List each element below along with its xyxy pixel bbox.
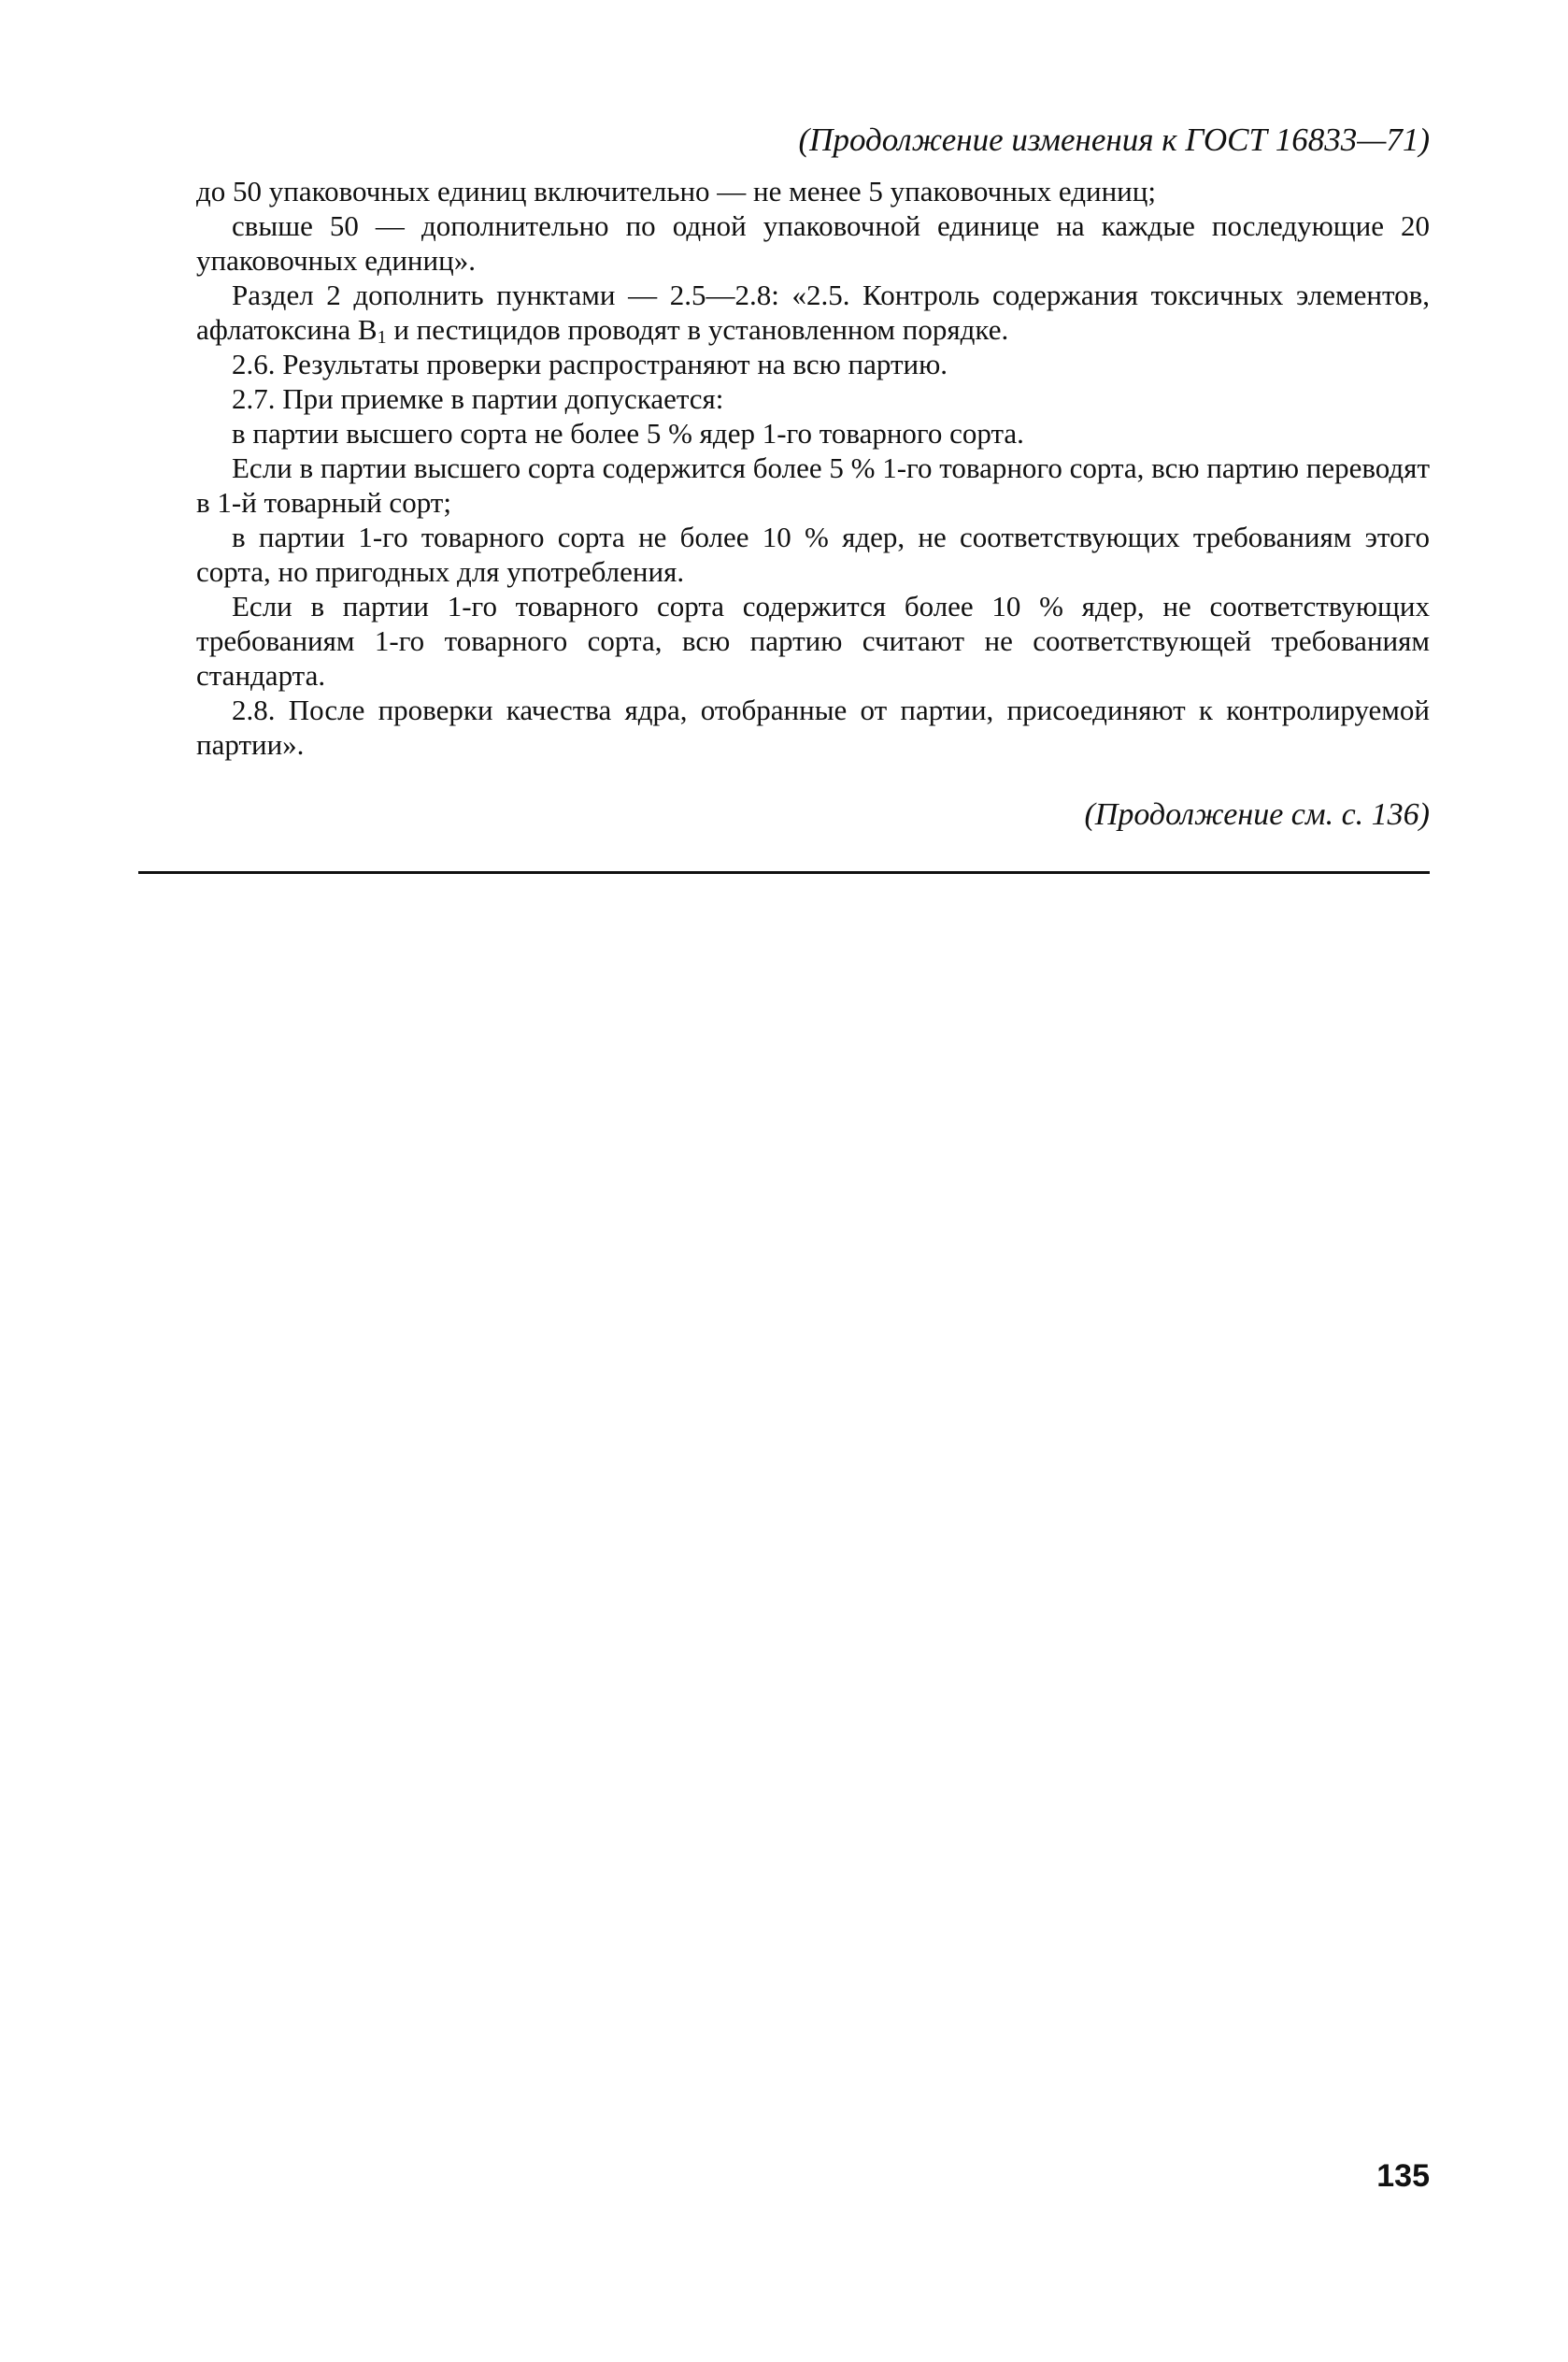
continuation-note: (Продолжение см. с. 136): [1084, 797, 1430, 832]
paragraph: [196, 278, 1430, 347]
page-number: 135: [1376, 2158, 1430, 2194]
paragraph: [196, 174, 1430, 208]
page-header: (Продолжение изменения к ГОСТ 16833—71): [798, 122, 1430, 158]
paragraph-text: 2.7. При приемке в партии допускается:: [232, 382, 724, 415]
paragraph: [196, 520, 1430, 589]
paragraph-text-tail: и пестицидов проводят в установленном порядке.: [386, 313, 1009, 346]
paragraph: [196, 416, 1430, 451]
paragraph-text: Если в партии высшего сорта содержится более 5 % 1-го товарного сорта, всю партию переводят в 1-й товарный сорт;: [196, 451, 1430, 519]
paragraph: [196, 693, 1430, 762]
paragraph-text: Если в партии 1-го товарного сорта содержится более 10 % ядер, не соответствующих требованиям 1-го товарного сорта, всю партию считают не соответствующей требованиям стандарта.: [196, 590, 1430, 692]
paragraph: [196, 347, 1430, 381]
paragraph: [196, 451, 1430, 520]
paragraph: [196, 589, 1430, 693]
horizontal-rule: [138, 871, 1430, 874]
paragraph-text: в партии высшего сорта не более 5 % ядер 1-го товарного сорта.: [232, 417, 1024, 450]
paragraph: [196, 381, 1430, 416]
paragraph-text: до 50 упаковочных единиц включительно — не менее 5 упаковочных единиц;: [196, 175, 1156, 208]
paragraph: [196, 208, 1430, 278]
paragraph-text: в партии 1-го товарного сорта не более 10 % ядер, не соответствующих требованиям этого сорта, но пригодных для употребления.: [196, 521, 1430, 588]
subscript: 1: [377, 327, 387, 348]
paragraph-text: свыше 50 — дополнительно по одной упаковочной единице на каждые последующие 20 упаковочных единиц».: [196, 209, 1430, 277]
body-text: [196, 174, 1430, 762]
paragraph-text: 2.8. После проверки качества ядра, отобранные от партии, присоединяют к контролируемой партии».: [196, 694, 1430, 761]
paragraph-text: Раздел 2 дополнить пунктами — 2.5—2.8: «2.5. Контроль содержания токсичных элементов, афлатоксина B: [196, 279, 1430, 346]
paragraph-text: 2.6. Результаты проверки распространяют на всю партию.: [232, 348, 948, 380]
